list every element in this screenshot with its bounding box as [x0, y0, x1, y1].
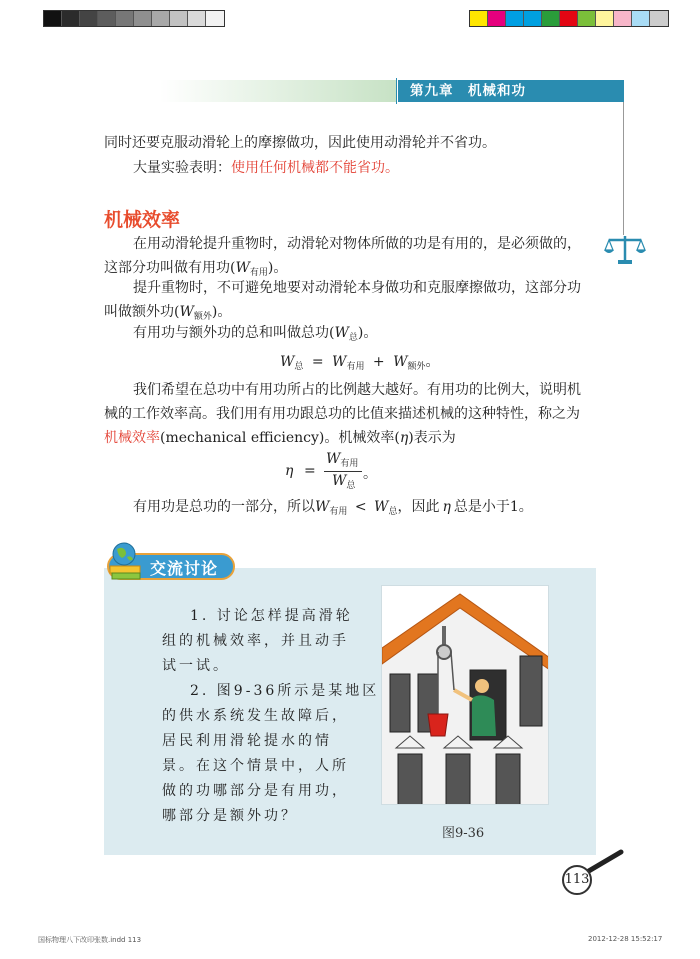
- globe-books-icon: [104, 540, 146, 582]
- fraction-bar: [324, 471, 362, 472]
- footer-right: 2012-12-28 15:52:17: [588, 935, 663, 943]
- subscript-extra: 额外: [407, 362, 426, 372]
- gray-swatch: [80, 11, 98, 26]
- para5-end: 总是小于1。: [453, 499, 533, 515]
- subscript-useful: 有用: [329, 507, 348, 517]
- statement-prefix: 大量实验表明：: [133, 160, 231, 176]
- symbol-eta: η: [285, 463, 294, 479]
- subscript-total: 总: [346, 481, 356, 491]
- subscript-total: 总: [388, 507, 398, 517]
- page-number: 113: [562, 865, 592, 895]
- plus-sign: +: [372, 354, 385, 370]
- symbol-w: W: [179, 304, 194, 320]
- term-mechanical-efficiency: 机械效率: [104, 430, 160, 446]
- symbol-w: W: [235, 260, 250, 276]
- less-than-sign: <: [354, 499, 367, 515]
- fraction-denominator: [332, 473, 355, 491]
- question2-line1: 2. 图9-36所示是某地区: [190, 683, 380, 699]
- para4-line3: [104, 428, 456, 448]
- question1-line3: 试一试。: [162, 658, 230, 674]
- symbol-w: W: [280, 354, 295, 370]
- para5: [133, 497, 533, 522]
- question1-line2: 组的机械效率，并且动手: [162, 633, 349, 649]
- body-line-2: [133, 158, 399, 178]
- gray-swatch: [116, 11, 134, 26]
- figure-9-36: [381, 585, 549, 805]
- chapter-header: 第九章 机械和功: [398, 80, 624, 102]
- para2-line1: 提升重物时，不可避免地要对动滑轮本身做功和克服摩擦做功，这部分功: [133, 280, 581, 296]
- color-swatch: [542, 11, 560, 26]
- gray-swatch: [170, 11, 188, 26]
- symbol-eta: η: [399, 430, 409, 446]
- symbol-w: W: [326, 451, 341, 467]
- question2-line3: 居民利用滑轮提水的情: [162, 733, 332, 749]
- color-swatch: [578, 11, 596, 26]
- color-swatch: [506, 11, 524, 26]
- subscript-useful: 有用: [346, 362, 365, 372]
- para5-text: 有用功是总功的一部分，所以: [133, 499, 315, 515]
- para3-text: 有用功与额外功的总和叫做总功(: [133, 325, 335, 341]
- question2-line2: 的供水系统发生故障后，: [162, 708, 349, 724]
- color-registration-bar-left: [43, 10, 225, 27]
- subscript-total: 总: [294, 362, 304, 372]
- question2-line6: 哪部分是额外功？: [162, 808, 298, 824]
- color-swatch: [650, 11, 668, 26]
- color-swatch: [524, 11, 542, 26]
- body-line-1: 同时还要克服动滑轮上的摩擦做功，因此使用动滑轮并不省功。: [104, 135, 496, 151]
- para3-end: )。: [357, 325, 378, 341]
- gray-swatch: [152, 11, 170, 26]
- question1-line1: 1. 讨论怎样提高滑轮: [190, 608, 353, 624]
- para3: [133, 323, 377, 348]
- fraction-numerator: [326, 451, 358, 469]
- symbol-eta: η: [442, 499, 451, 515]
- chapter-header-fade: [160, 80, 396, 102]
- eta-equals: =: [304, 463, 316, 479]
- chapter-header-divider: [396, 78, 397, 104]
- symbol-w: W: [332, 473, 347, 489]
- subscript-total: 总: [348, 333, 358, 343]
- symbol-w: W: [334, 325, 349, 341]
- para4-text: (mechanical efficiency)。机械效率(: [160, 430, 400, 446]
- para4-line2: 械的工作效率高。我们用有用功跟总功的比值来描述机械的这种特性，称之为: [104, 406, 580, 422]
- equation-end: 。: [425, 354, 440, 370]
- subscript-useful: 有用: [340, 459, 359, 469]
- para2-end: )。: [211, 304, 232, 320]
- gray-swatch: [44, 11, 62, 26]
- para4-end: )表示为: [408, 430, 456, 446]
- question2-line4: 景。在这个情景中，人所: [162, 758, 349, 774]
- symbol-w: W: [374, 499, 389, 515]
- color-swatch: [560, 11, 578, 26]
- symbol-w: W: [332, 354, 347, 370]
- footer-left: 国标物理八下改印张数.indd 113: [38, 936, 142, 944]
- gray-swatch: [206, 11, 224, 26]
- discussion-title: 交流讨论: [150, 559, 219, 578]
- para1-text: 这部分功叫做有用功(: [104, 260, 236, 276]
- color-swatch: [632, 11, 650, 26]
- gray-swatch: [62, 11, 80, 26]
- equals-sign: =: [311, 354, 324, 370]
- equation-end: 。: [363, 466, 377, 482]
- gray-swatch: [188, 11, 206, 26]
- color-swatch: [488, 11, 506, 26]
- key-statement: 使用任何机械都不能省功。: [231, 160, 399, 176]
- margin-line: [623, 102, 624, 235]
- section-title: 机械效率: [104, 209, 181, 231]
- color-swatch: [614, 11, 632, 26]
- para4-line1: 我们希望在总功中有用功所占的比例越大越好。有用功的比例大，说明机: [133, 382, 581, 398]
- gray-swatch: [98, 11, 116, 26]
- para5-mid: ，因此: [397, 499, 440, 515]
- para2-text: 叫做额外功(: [104, 304, 180, 320]
- para1-line1: 在用动滑轮提升重物时，动滑轮对物体所做的功是有用的，是必须做的，: [133, 236, 581, 252]
- symbol-w: W: [315, 499, 330, 515]
- equation-total-work: [280, 352, 440, 377]
- subscript-useful: 有用: [249, 268, 268, 278]
- gray-swatch: [134, 11, 152, 26]
- color-swatch: [596, 11, 614, 26]
- color-registration-bar-right: [469, 10, 669, 27]
- pulley-building-illustration: [382, 586, 549, 805]
- subscript-extra: 额外: [193, 312, 212, 322]
- eta-symbol: [285, 463, 293, 479]
- symbol-w: W: [393, 354, 408, 370]
- balance-scale-icon: [604, 232, 646, 266]
- question2-line5: 做的功哪部分是有用功，: [162, 783, 349, 799]
- color-swatch: [470, 11, 488, 26]
- para1-end: )。: [267, 260, 288, 276]
- magnifier-handle-icon: [585, 848, 625, 874]
- figure-caption: 图9-36: [442, 826, 485, 841]
